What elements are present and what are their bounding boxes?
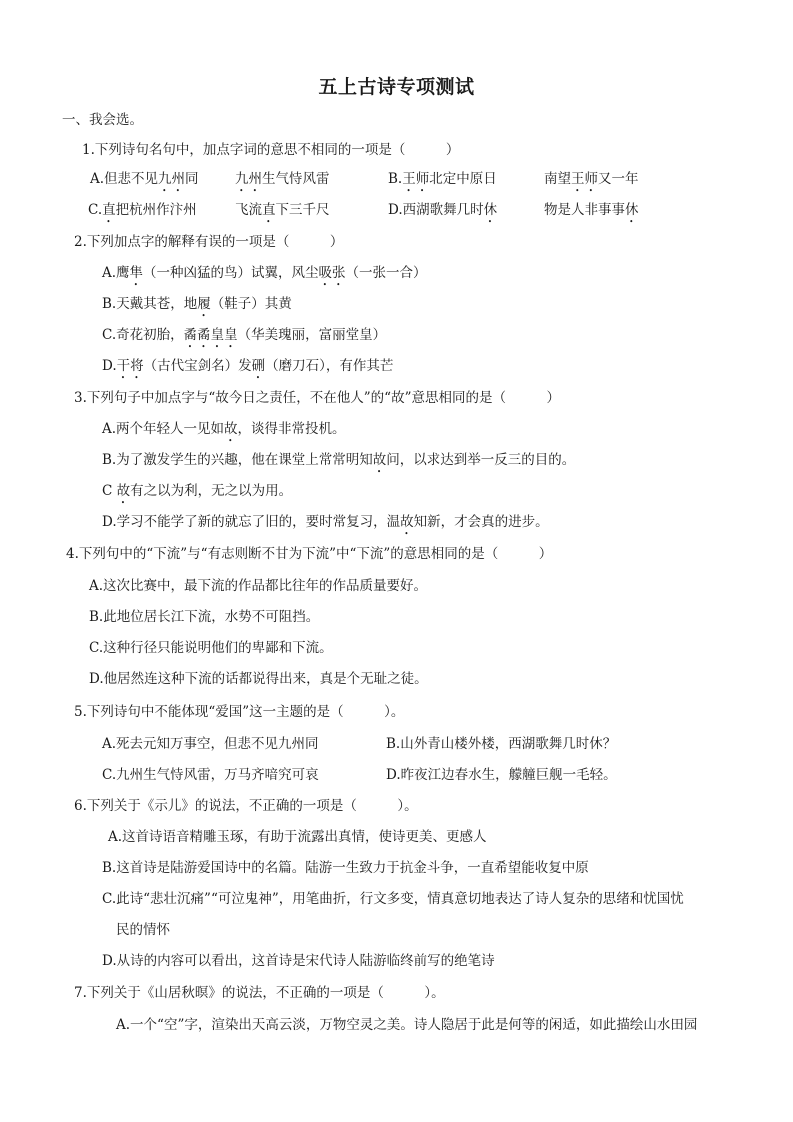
question-3-option-c: C 故有之以为利，无之以为用。 [102, 483, 293, 499]
question-4-option-b: B.此地位居长江下流，水势不可阻挡。 [89, 609, 320, 625]
question-6-option-d: D.从诗的内容可以看出，这首诗是宋代诗人陆游临终前写的绝笔诗 [102, 953, 495, 969]
question-2-option-d: D.干将（古代宝剑名）发硎（磨刀石），有作其芒 [102, 358, 394, 374]
question-3-option-d: D.学习不能学了新的就忘了旧的，要时常复习，温故知新，才会真的进步。 [102, 514, 549, 530]
question-3-option-a: A.两个年轻人一见如故，谈得非常投机。 [102, 421, 346, 437]
question-1-option-d: D.西湖歌舞几时休 [388, 202, 498, 218]
question-6-option-c-cont: 民的情怀 [116, 922, 170, 938]
question-3-option-b: B.为了激发学生的兴趣，他在课堂上常常明知故问，以求达到举一反三的目的。 [102, 452, 576, 468]
question-1-option-c: C.直把杭州作汴州 [88, 202, 197, 218]
question-4-option-d: D.他居然连这种下流的话都说得出来，真是个无耻之徒。 [89, 671, 428, 687]
question-1-stem: 1.下列诗句名句中，加点字词的意思不相同的一项是（ ） [82, 142, 460, 158]
question-4-option-a: A.这次比赛中，最下流的作品都比往年的作品质量要好。 [89, 578, 428, 594]
question-1-option-c-pair: 飞流直下三千尺 [235, 202, 330, 218]
page-title: 五上古诗专项测试 [318, 76, 475, 98]
question-1-option-b-pair: 南望王师又一年 [544, 171, 639, 187]
question-1-option-a: A.但悲不见九州同 [90, 171, 199, 187]
question-7-stem: 7.下列关于《山居秋暝》的说法，不正确的一项是（ ）。 [74, 985, 445, 1001]
question-7-option-a: A.一个“空”字，渲染出天高云淡，万物空灵之美。诗人隐居于此是何等的闲适，如此描绘山水田园 [116, 1017, 698, 1033]
question-4-stem: 4.下列句中的“下流”与“有志则断不甘为下流”中“下流”的意思相同的是（ ） [66, 546, 553, 562]
question-1-option-a-pair: 九州生气恃风雷 [235, 171, 330, 187]
question-5-option-b: B.山外青山楼外楼，西湖歌舞几时休？ [386, 736, 617, 752]
section-heading: 一、我会选。 [62, 112, 143, 128]
question-5-stem: 5.下列诗句中不能体现“爱国”这一主题的是（ ）。 [74, 704, 405, 720]
question-5-option-c: C.九州生气恃风雷，万马齐喑究可哀 [102, 767, 319, 783]
question-2-option-b: B.天戴其苍，地履（鞋子）其黄 [102, 296, 292, 312]
question-4-option-c: C.这种行径只能说明他们的卑鄙和下流。 [89, 640, 333, 656]
question-3-stem: 3.下列句子中加点字与“故今日之责任，不在他人”的“故”意思相同的是（ ） [74, 390, 560, 406]
question-2-option-c: C.奇花初胎，矞矞皇皇（华美瑰丽，富丽堂皇） [102, 327, 387, 343]
question-5-option-d: D.昨夜江边春水生，艨艟巨舰一毛轻。 [386, 767, 617, 783]
question-6-option-b: B.这首诗是陆游爱国诗中的名篇。陆游一生致力于抗金斗争，一直希望能收复中原 [102, 860, 589, 876]
question-2-option-a: A.鹰隼（一种凶猛的鸟）试翼，风尘吸张（一张一合） [102, 265, 427, 281]
question-5-option-a: A.死去元知万事空，但悲不见九州同 [102, 736, 319, 752]
question-6-option-c: C.此诗“悲壮沉痛”“可泣鬼神”，用笔曲折，行文多变，情真意切地表达了诗人复杂的思绪和忧国忧 [102, 891, 684, 907]
question-2-stem: 2.下列加点字的解释有误的一项是（ ） [74, 234, 344, 250]
question-1-option-d-pair: 物是人非事事休 [544, 202, 639, 218]
question-6-option-a: A.这首诗语音精雕玉琢，有助于流露出真情，使诗更美、更感人 [108, 829, 487, 845]
question-1-option-b: B.王师北定中原日 [388, 171, 497, 187]
question-6-stem: 6.下列关于《示儿》的说法，不正确的一项是（ ）。 [74, 798, 418, 814]
